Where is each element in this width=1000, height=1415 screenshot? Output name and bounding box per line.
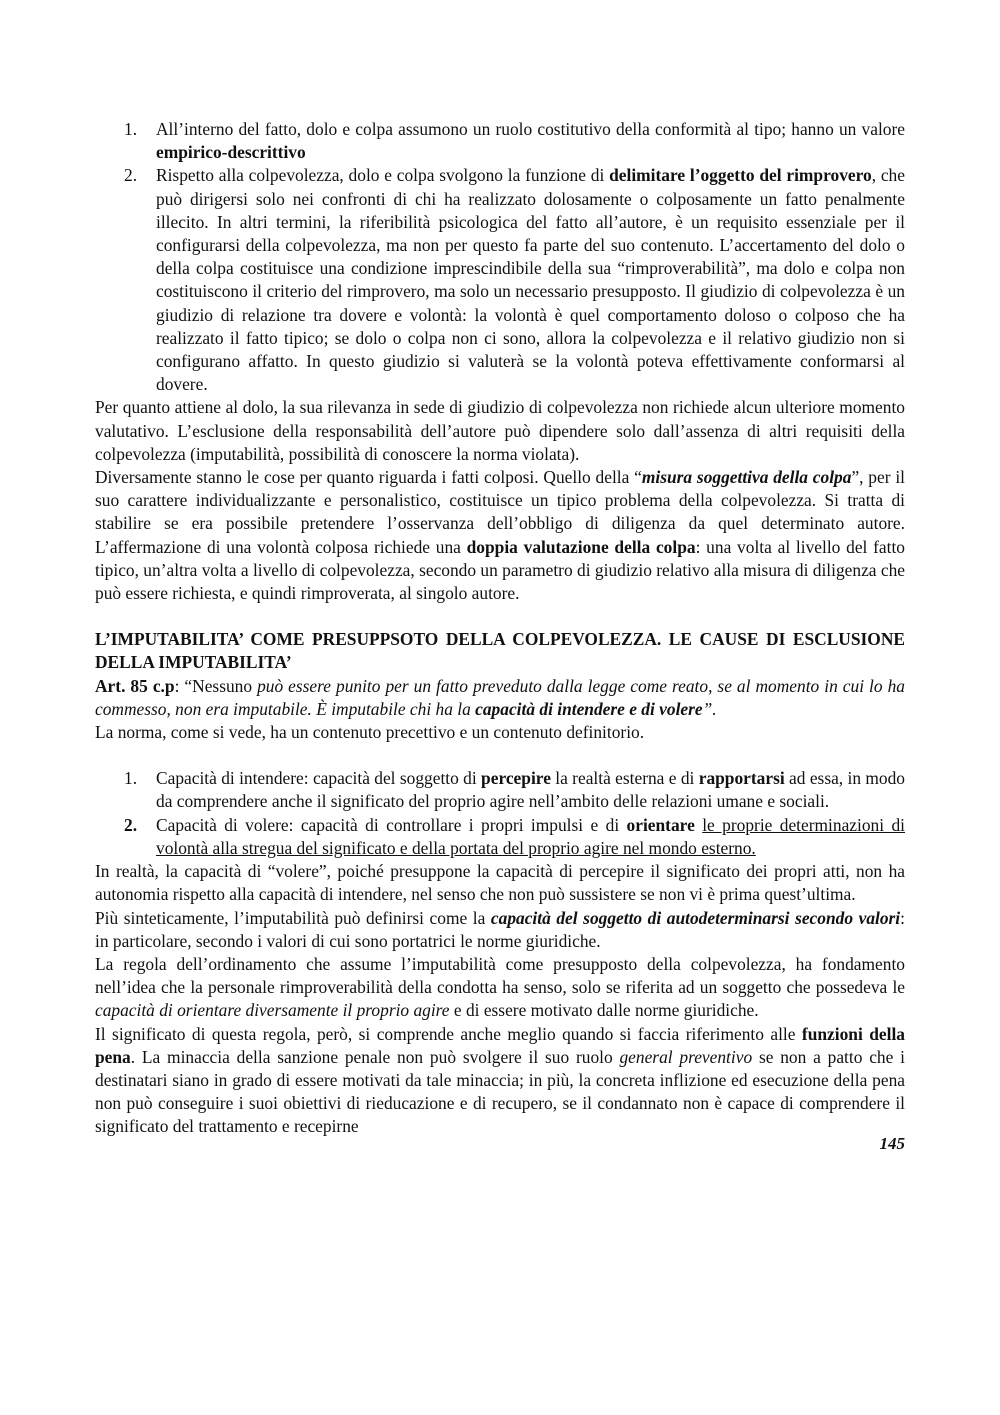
capacita-list [95,767,905,860]
list-text: , che può dirigersi solo nei confronti di chi ha realizzato dolosamente o colposamente un fatto penalmente illecito. In altri termini, la riferibilità psicologica del fatto all’autore, è un requisito essenziale per il configurarsi della colpevolezza, ma non per questo fa parte del suo contenuto. L’accertamento del dolo o della colpa costituisce una condizione imprescindibile della sua “rimproverabilità”, ma dolo e colpa non costituiscono il criterio del rimprovero, ma solo un necessario presupposto. Il giudizio di colpevolezza è un giudizio di relazione tra dovere e volontà: la volontà è quel comportamento doloso o colposo che ha realizzato il fatto tipico; se dolo o colpa non ci sono, allora la colpevolezza e il relativo giudizio non si configurano affatto. In questo giudizio si valuterà se la volontà poteva effettivamente conformarsi al dovere. [156,165,905,395]
list-number: 1. [124,119,138,139]
bold-text: orientare [626,814,695,835]
bold-text: percepire [481,768,551,789]
document-page [95,118,905,1139]
bold-text: rapportarsi [698,768,785,789]
italic-text: può essere punito per un fatto preveduto dalla legge come reato, se al momento in cui lo ha commesso, non era imputabile. È imputabile chi ha la [95,675,905,719]
italic-text: general preventivo [619,1046,753,1067]
paragraph-regola: La regola dell’ordinamento che assume l’imputabilità come presupposto della colpevolezza, ha fondamento nell’idea che la personale rimproverabilità della condotta ha senso, solo se riferita ad un soggetto che possedeva le capacità di orientare diversamente il proprio agire e di essere motivato dalle norme giuridiche. [95,953,905,1021]
article-85-quote: Art. 85 c.p: “Nessuno può essere punito per un fatto preveduto dalla legge come reato, se al momento in cui lo ha commesso, non era imputabile. È imputabile chi ha la capacità di intendere e di volere”. [95,675,905,719]
bold-italic-text: misura soggettiva della colpa [641,467,852,488]
list-item: 2. Capacità di volere: capacità di controllare i propri impulsi e di orientare le proprie determinazioni di volontà alla stregua del significato e della portata del proprio agire nel mondo esterno. [124,814,905,858]
underlined-text: le proprie determinazioni di volontà alla stregua del significato e della portata del proprio agire nel mondo esterno. [156,814,905,858]
paragraph-fatti-colposi: Diversamente stanno le cose per quanto riguarda i fatti colposi. Quello della “misura soggettiva della colpa”, per il suo carattere individualizzante e personalistico, costituisce un tipico problema della colpevolezza. Si tratta di stabilire se era possibile pretendere l’osservanza dell’obbligo di diligenza da quel determinato autore. L’affermazione di una volontà colposa richiede una doppia valutazione della colpa: una volta al livello del fatto tipico, un’altra volta a livello di colpevolezza, secondo un parametro di giudizio relativo alla misura di diligenza che può essere richiesta, e quindi rimproverata, al singolo autore. [95,467,906,604]
bold-italic-text: capacità del soggetto di autodeterminarsi secondo valori [490,907,901,928]
bold-text: delimitare l’oggetto del rimprovero [609,165,872,186]
paragraph-funzioni-pena: Il significato di questa regola, però, si comprende anche meglio quando si faccia riferimento alle funzioni della pena. La minaccia della sanzione penale non può svolgere il suo ruolo general preventivo se non a patto che i destinatari siano in grado di essere motivati da tale minaccia; in più, la concreta inflizione ed esecuzione della pena non può conseguire i suoi obiettivi di rieducazione e di recupero, se il condannato non è capace di comprendere il significato del trattamento e recepirne [95,1023,905,1137]
page-number: 145 [879,1134,905,1153]
spacer [95,744,905,767]
bold-text: empirico-descrittivo [156,142,306,163]
paragraph-sintesi: Più sinteticamente, l’imputabilità può definirsi come la capacità del soggetto di autodeterminarsi secondo valori: in particolare, secondo i valori di cui sono portatrici le norme giuridiche. [95,907,905,951]
italic-text: capacità di orientare diversamente il proprio agire [95,1000,450,1021]
list-item: 1. Capacità di intendere: capacità del soggetto di percepire la realtà esterna e di rapportarsi ad essa, in modo da comprendere anche il significato del proprio agire nell’ambito delle relazioni umane e sociali. [124,768,906,812]
list-item [95,164,905,396]
list-text: Rispetto alla colpevolezza, dolo e colpa svolgono la funzione di [156,165,610,186]
list-number: 2. [124,814,138,835]
list-text: All’interno del fatto, dolo e colpa assumono un ruolo costitutivo della conformità al tipo; hanno un valore [156,119,905,139]
paragraph-volere: In realtà, la capacità di “volere”, poiché presuppone la capacità di percepire il significato dei propri atti, non ha autonomia rispetto alla capacità di intendere, nel senso che non può sussistere se non vi è prima quest’ultima. [95,861,905,905]
list-item [95,118,905,164]
bold-text: funzioni della pena [95,1023,905,1067]
bold-text: doppia valutazione della colpa [466,536,696,557]
paragraph-norma: La norma, come si vede, ha un contenuto precettivo e un contenuto definitorio. [95,722,645,743]
article-label: Art. 85 c.p [95,675,175,696]
list-number: 2. [124,165,138,186]
dolo-colpa-list [95,118,905,396]
section-heading: L’IMPUTABILITA’ COME PRESUPPSOTO DELLA COLPEVOLEZZA. LE CAUSE DI ESCLUSIONE DELLA IMPUTABILITA’ [95,629,905,673]
list-number: 1. [124,768,138,789]
bold-italic-text: capacità di intendere e di volere [475,698,703,719]
paragraph-dolo: Per quanto attiene al dolo, la sua rilevanza in sede di giudizio di colpevolezza non richiede alcun ulteriore momento valutativo. L’esclusione della responsabilità dell’autore può dipendere solo dall’assenza di altri requisiti della colpevolezza (imputabilità, possibilità di conoscere la norma violata). [95,397,905,464]
